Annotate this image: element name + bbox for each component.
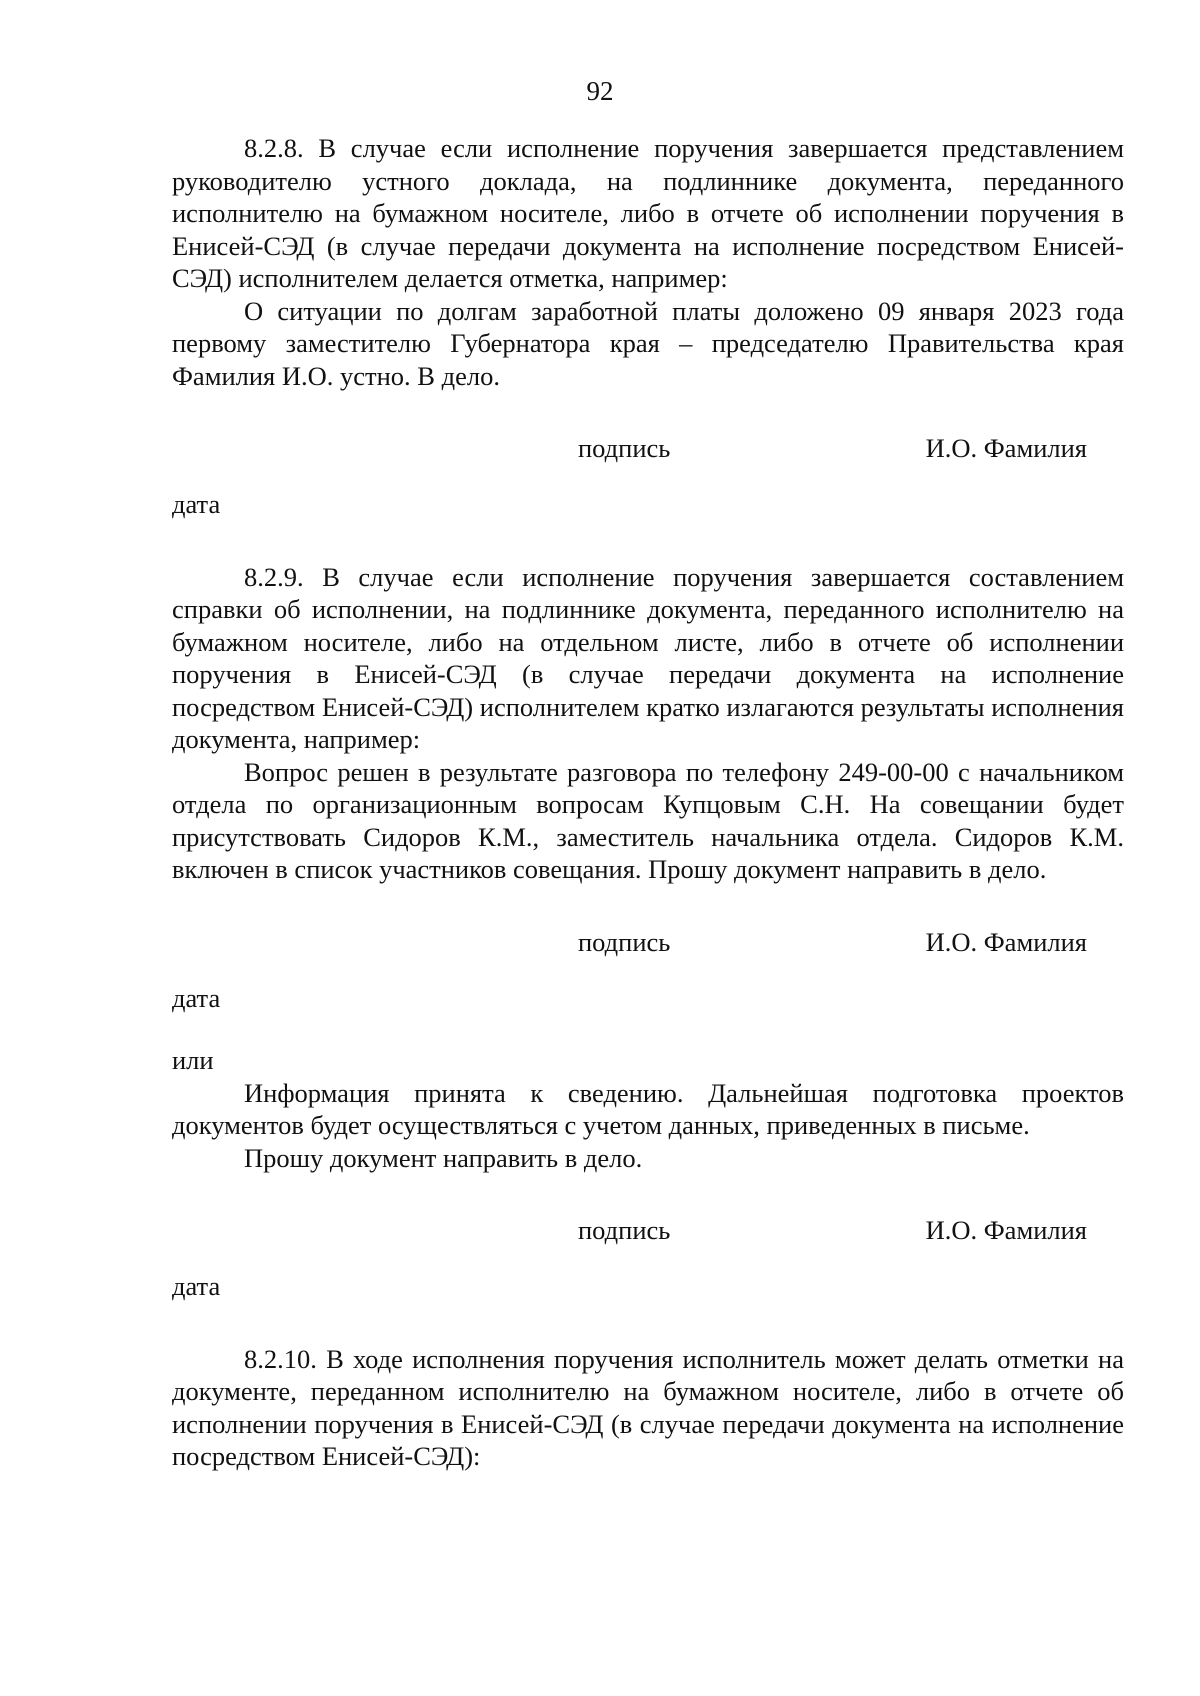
example-8-2-9-alt-closing: Прошу документ направить в дело.	[244, 1142, 643, 1173]
page-content	[172, 132, 1124, 1473]
signature-label: подпись	[578, 1215, 671, 1245]
signature-label: подпись	[578, 433, 671, 463]
signature-label: подпись	[578, 926, 671, 957]
signatory-name: И.О. Фамилия	[925, 1215, 1087, 1245]
signatory-name: И.О. Фамилия	[925, 433, 1087, 463]
date-label: дата	[172, 982, 221, 1013]
paragraph-8-2-10: 8.2.10. В ходе исполнения поручения исполнитель может делать отметки на документе, переданном исполнителю на бумажном носителе, либо в отчете об исполнении поручения в Енисей-СЭД (в случае передачи документа на исполнение посредством Енисей-СЭД):	[172, 1343, 1124, 1471]
paragraph-8-2-8: 8.2.8. В случае если исполнение поручения завершается представлением руководителю устного доклада, на подлиннике документа, переданного исполнителю на бумажном носителе, либо в отчете об исполнении поручения в Енисей-СЭД (в случае передачи документа на исполнение посредством Енисей-СЭД) исполнителем делается отметка, например:	[172, 133, 1124, 293]
signature-line	[172, 432, 1124, 464]
example-8-2-8: О ситуации по долгам заработной платы доложено 09 января 2023 года первому заместителю Губернатора края – председателю Правительства края Фамилия И.О. устно. В дело.	[172, 295, 1124, 391]
example-8-2-9-alt: Информация принята к сведению. Дальнейшая подготовка проектов документов будет осуществляться с учетом данных, приведенных в письме.	[172, 1077, 1124, 1140]
date-label: дата	[172, 489, 221, 519]
or-label: или	[172, 1045, 214, 1075]
signatory-name: И.О. Фамилия	[925, 926, 1087, 957]
date-label: дата	[172, 1271, 221, 1301]
signature-line	[172, 1214, 1124, 1246]
signature-line	[172, 926, 1124, 958]
page-number: 92	[586, 76, 614, 106]
example-8-2-9: Вопрос решен в результате разговора по телефону 249-00-00 с начальником отдела по организационным вопросам Купцовым С.Н. На совещании будет присутствовать Сидоров К.М., заместитель начальника отдела. Сидоров К.М. включен в список участников совещания. Прошу документ направить в дело.	[172, 756, 1124, 884]
paragraph-8-2-9: 8.2.9. В случае если исполнение поручения завершается составлением справки об исполнении, на подлиннике документа, переданного исполнителю на бумажном носителе, либо на отдельном листе, либо в отчете об исполнении поручения в Енисей-СЭД (в случае передачи документа на исполнение посредством Енисей-СЭД) исполнителем кратко излагаются результаты исполнения документа, например:	[172, 561, 1124, 754]
